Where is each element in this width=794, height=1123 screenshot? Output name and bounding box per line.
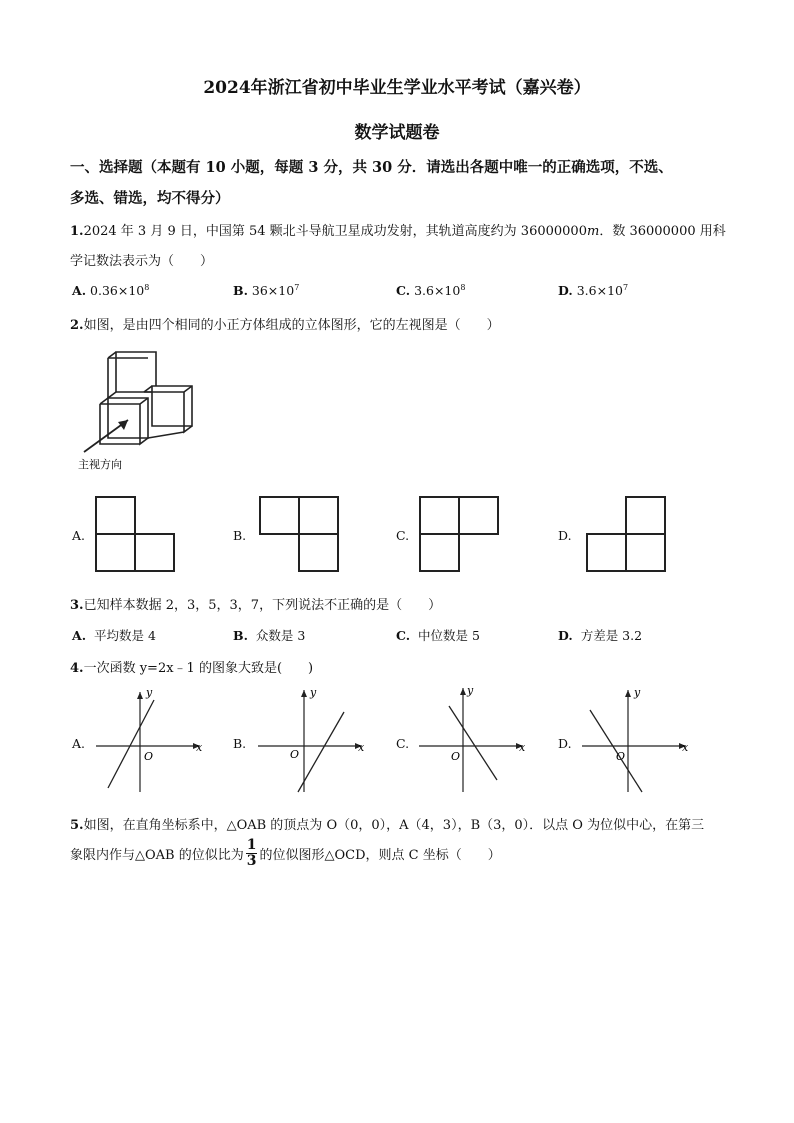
svg-text:y: y	[146, 686, 153, 699]
exam-title: 2024年浙江省初中毕业生学业水平考试（嘉兴卷）	[203, 78, 591, 98]
question-3-line	[70, 594, 441, 613]
question-5-number: 5.	[70, 818, 84, 833]
question-5-text-b: 的位似图形△OCD，则点 C 坐标（ ）	[259, 848, 501, 863]
question-4-line	[70, 657, 313, 676]
q3-option-b[interactable]: B. 众数是 3	[233, 628, 306, 643]
q4-option-c-label[interactable]: C.	[396, 736, 410, 751]
svg-text:O: O	[451, 750, 461, 763]
section-instructions-line1: 一、选择题（本题有 10 小题，每题 3 分，共 30 分．请选出各题中唯一的正确选项，不选、	[70, 159, 673, 176]
question-3-text: 已知样本数据 2，3，5，3，7，下列说法不正确的是（ ）	[83, 598, 442, 613]
question-1-line2: 学记数法表示为（ ）	[70, 254, 214, 269]
q4-option-c-graph[interactable]	[415, 684, 531, 796]
q2-option-b-figure[interactable]	[259, 496, 341, 574]
question-2-text: 如图，是由四个相同的小正方体组成的立体图形，它的左视图是（ ）	[83, 318, 500, 333]
svg-text:x: x	[682, 741, 689, 754]
q4-option-a-label[interactable]: A.	[72, 736, 86, 751]
question-1-text-tail: ．数 36000000 用科	[599, 224, 726, 239]
svg-text:O: O	[616, 750, 626, 763]
q4-option-b-label[interactable]: B.	[233, 736, 247, 751]
svg-text:O: O	[144, 750, 154, 763]
question-1-unit: m	[586, 224, 600, 239]
svg-text:x: x	[519, 741, 526, 754]
question-3-number: 3.	[70, 598, 84, 613]
svg-text:O: O	[290, 748, 300, 761]
q1-option-d[interactable]: D. $3.6\times 10^7$	[558, 283, 629, 299]
q2-option-b-label[interactable]: B.	[233, 528, 247, 543]
q3-option-a[interactable]: A. 平均数是 4	[72, 628, 156, 643]
exam-subtitle: 数学试题卷	[354, 123, 440, 143]
q2-cube-figure	[72, 344, 212, 474]
question-1-text: 2024 年 3 月 9 日，中国第 54 颗北斗导航卫星成功发射，其轨道高度约为 36000000	[83, 224, 587, 239]
q1-option-a[interactable]: A. $0.36\times 10^8$	[72, 283, 150, 299]
question-2-line	[70, 314, 500, 333]
q4-option-a-graph[interactable]	[92, 684, 208, 796]
q2-option-c-label[interactable]: C.	[396, 528, 410, 543]
q2-option-c-figure[interactable]	[419, 496, 501, 574]
svg-text:y: y	[634, 686, 641, 699]
question-5-text: 如图，在直角坐标系中，△OAB 的顶点为 O（0，0），A（4，3），B（3，0）．以点 O 为位似中心，在第三	[83, 818, 705, 833]
question-1-line1	[70, 220, 726, 239]
question-5-text-a: 象限内作与△OAB 的位似比为	[70, 848, 244, 863]
question-4-text: 一次函数 y=2x﹣1 的图象大致是( )	[83, 661, 314, 676]
svg-text:x: x	[196, 741, 203, 754]
question-1-number: 1.	[70, 224, 84, 239]
q4-option-b-graph[interactable]	[254, 684, 370, 796]
section-instructions-line2: 多选、错选，均不得分）	[70, 190, 230, 207]
fraction-one-third: 1 3	[246, 837, 257, 869]
q1-option-c[interactable]: C. $3.6\times 10^8$	[396, 283, 466, 299]
question-5-line2	[70, 838, 501, 869]
question-4-number: 4.	[70, 661, 84, 676]
q3-option-c[interactable]: C. 中位数是 5	[396, 628, 480, 643]
q2-option-a-figure[interactable]	[95, 496, 177, 574]
svg-text:x: x	[358, 741, 365, 754]
q4-option-d-label[interactable]: D.	[558, 736, 572, 751]
q2-option-a-label[interactable]: A.	[72, 528, 86, 543]
q4-option-d-graph[interactable]	[578, 684, 694, 796]
svg-text:y: y	[310, 686, 317, 699]
svg-text:y: y	[467, 684, 474, 697]
question-5-line1	[70, 814, 704, 833]
q1-option-b[interactable]: B. $36\times 10^7$	[233, 283, 300, 299]
q2-figure-caption: 主视方向	[78, 458, 122, 471]
question-2-number: 2.	[70, 318, 84, 333]
q2-option-d-label[interactable]: D.	[558, 528, 572, 543]
q3-option-d[interactable]: D. 方差是 3.2	[558, 628, 643, 643]
q2-option-d-figure[interactable]	[586, 496, 668, 574]
